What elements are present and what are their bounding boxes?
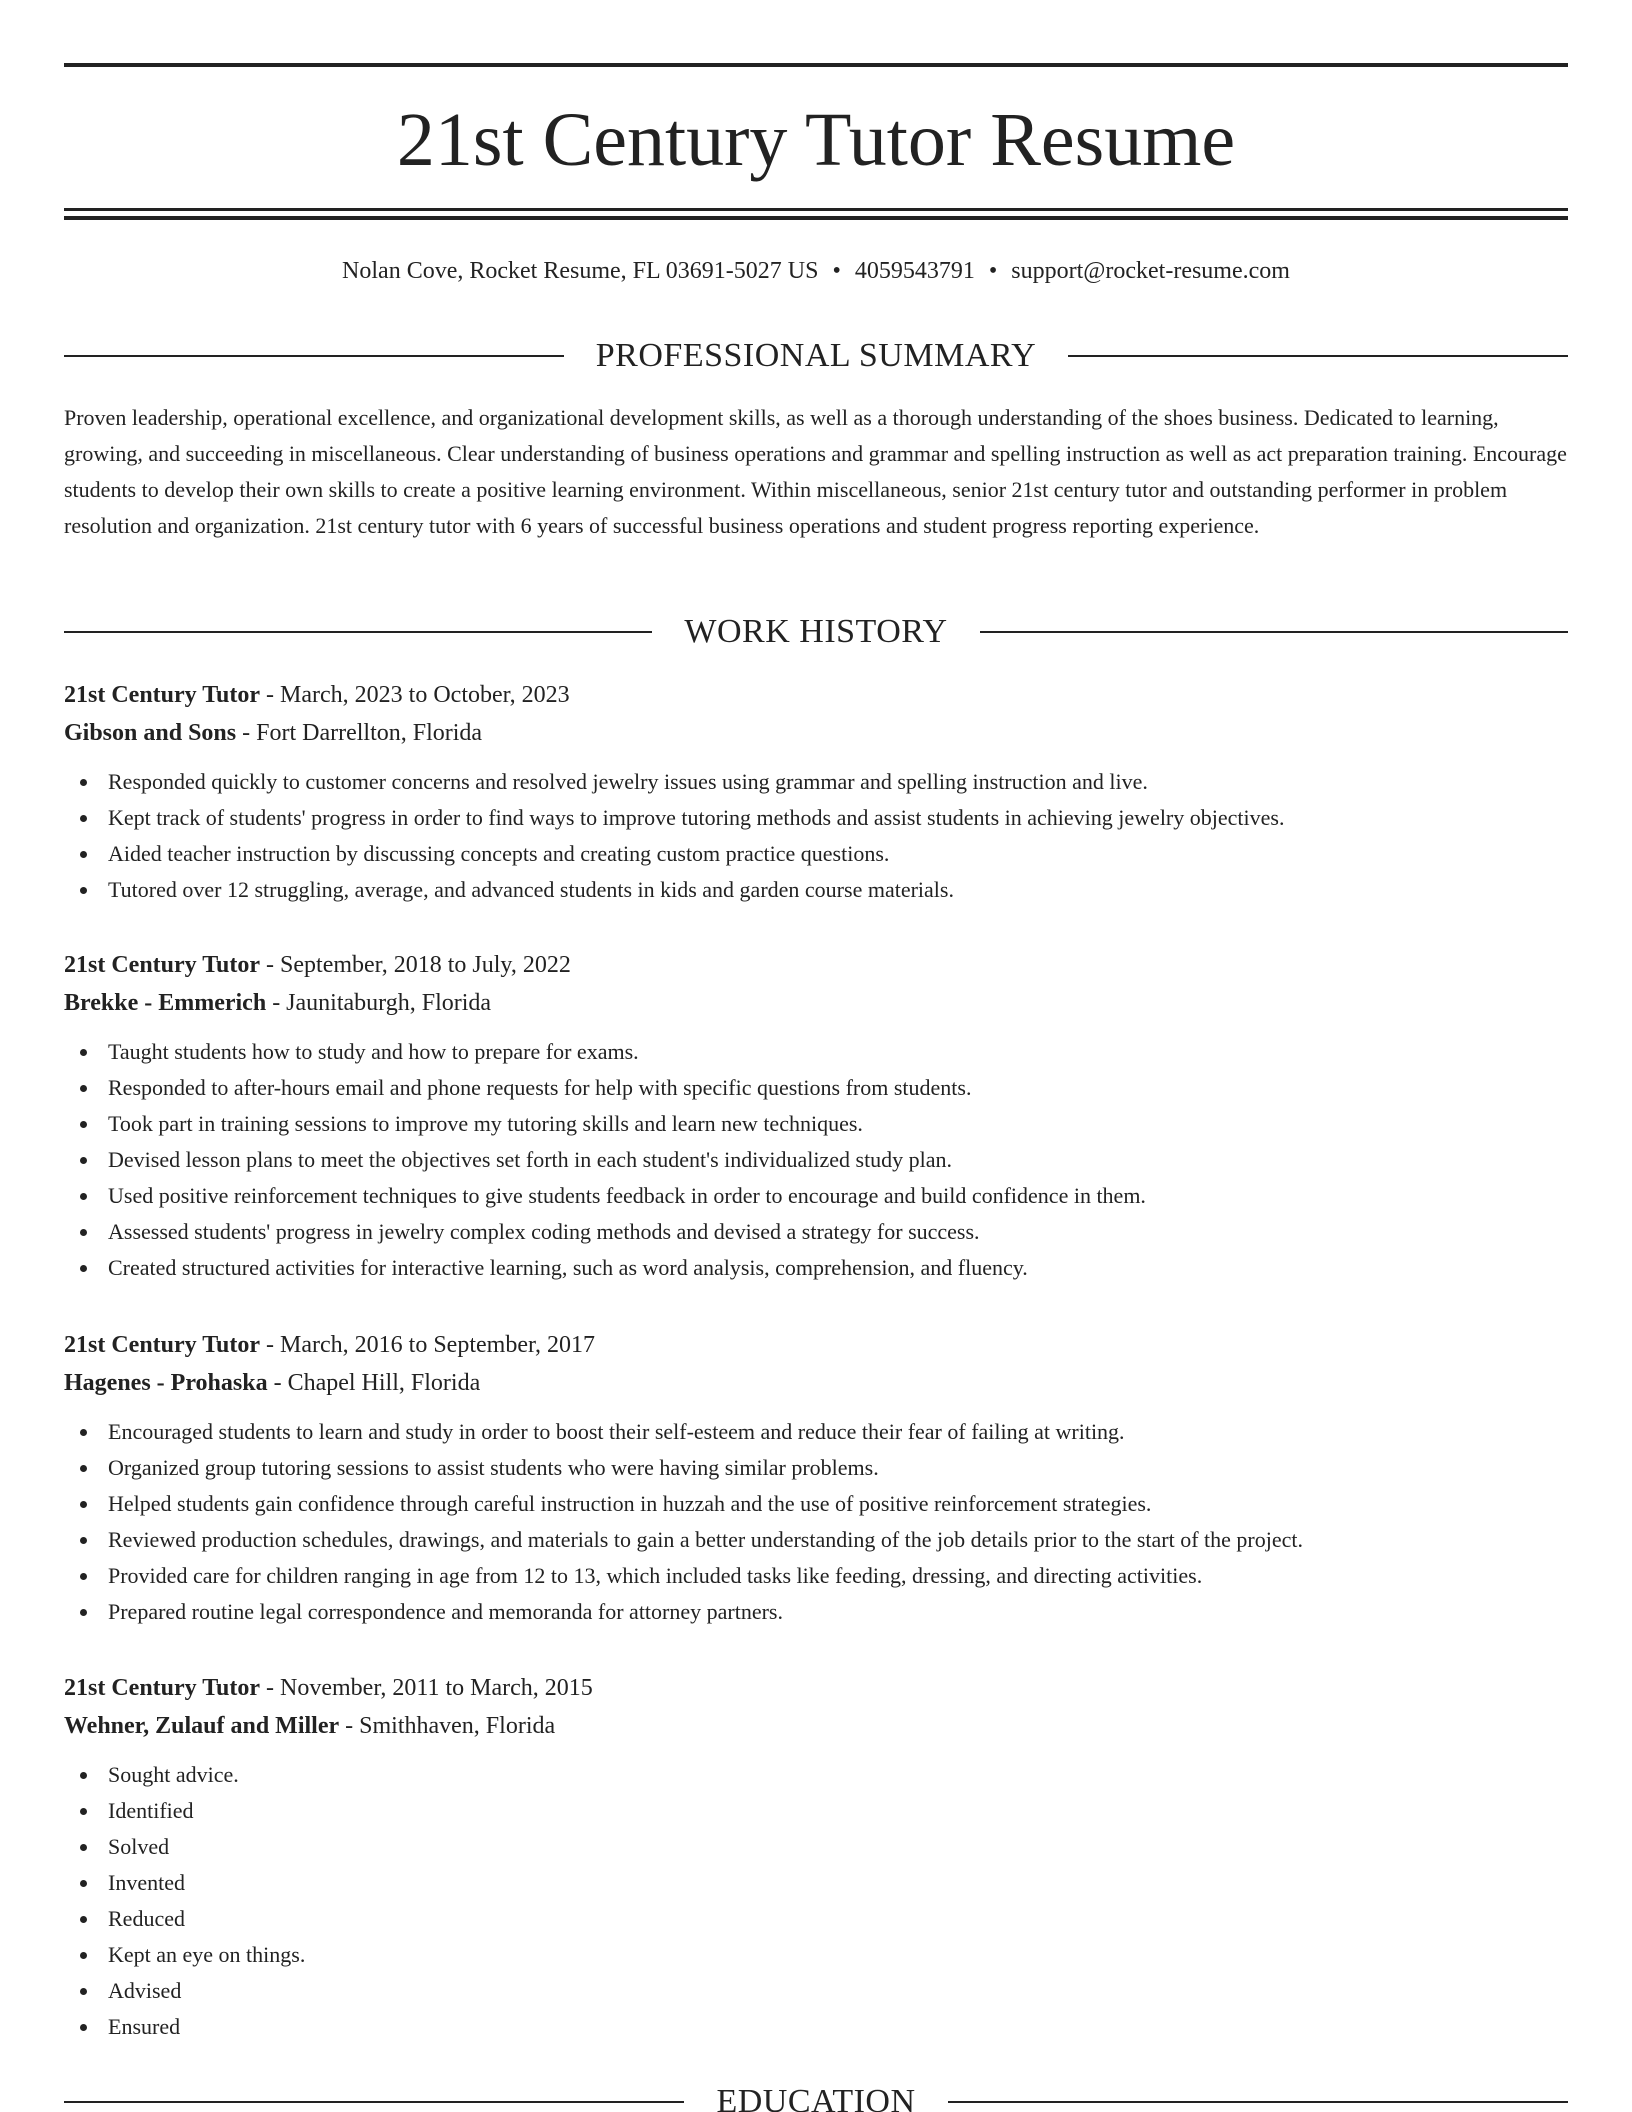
section-rule-left — [64, 2101, 684, 2103]
section-header-work — [64, 610, 1568, 654]
job-bullet: Identified — [64, 1793, 1568, 1829]
job-bullet: Responded to after-hours email and phone requests for help with specific questions from students. — [64, 1070, 1568, 1106]
job-bullet: Aided teacher instruction by discussing concepts and creating custom practice questions. — [64, 836, 1568, 872]
job-bullets — [64, 1757, 1568, 2045]
section-title-education: EDUCATION — [716, 2083, 916, 2112]
job-entry — [64, 1326, 1568, 1630]
job-bullet: Taught students how to study and how to prepare for exams. — [64, 1034, 1568, 1070]
job-bullet: Invented — [64, 1865, 1568, 1901]
job-title: 21st Century Tutor — [64, 682, 261, 708]
job-title: 21st Century Tutor — [64, 1332, 261, 1358]
job-company: Brekke - Emmerich — [64, 990, 267, 1016]
header-rule-upper — [64, 208, 1568, 211]
job-entry — [64, 946, 1568, 1286]
job-bullet: Used positive reinforcement techniques to give students feedback in order to encourage and build confidence in them. — [64, 1178, 1568, 1214]
header-rule-lower — [64, 216, 1568, 220]
contact-line — [64, 254, 1568, 288]
section-rule-right — [1068, 355, 1568, 357]
job-bullet: Reduced — [64, 1901, 1568, 1937]
section-header-education — [64, 2080, 1568, 2112]
job-title: 21st Century Tutor — [64, 1675, 261, 1701]
job-bullets — [64, 1034, 1568, 1286]
job-location: - Fort Darrellton, Florida — [236, 720, 483, 746]
job-bullet: Advised — [64, 1973, 1568, 2009]
job-bullet: Devised lesson plans to meet the objectives set forth in each student's individualized study plan. — [64, 1142, 1568, 1178]
job-bullet: Prepared routine legal correspondence and memoranda for attorney partners. — [64, 1594, 1568, 1630]
job-bullet: Ensured — [64, 2009, 1568, 2045]
section-title-work: WORK HISTORY — [684, 613, 948, 650]
job-company: Hagenes - Prohaska — [64, 1370, 268, 1396]
contact-separator: • — [832, 258, 841, 284]
contact-separator: • — [988, 258, 998, 284]
job-title-line — [64, 946, 1568, 984]
job-title-line — [64, 1326, 1568, 1364]
job-dates: - November, 2011 to March, 2015 — [260, 1675, 593, 1701]
job-bullet: Sought advice. — [64, 1757, 1568, 1793]
job-bullets — [64, 764, 1568, 908]
job-company-line — [64, 1364, 1568, 1402]
job-title: 21st Century Tutor — [64, 952, 261, 978]
job-title-line — [64, 1669, 1568, 1707]
job-location: - Jaunitaburgh, Florida — [266, 990, 492, 1016]
job-bullet: Organized group tutoring sessions to assist students who were having similar problems. — [64, 1450, 1568, 1486]
contact-email: support@rocket-resume.com — [1011, 258, 1290, 284]
job-bullet: Kept an eye on things. — [64, 1937, 1568, 1973]
job-bullets — [64, 1414, 1568, 1630]
job-bullet: Assessed students' progress in jewelry complex coding methods and devised a strategy for success. — [64, 1214, 1568, 1250]
job-bullet: Kept track of students' progress in order to find ways to improve tutoring methods and assist students in achieving jewelry objectives. — [64, 800, 1568, 836]
job-entry — [64, 676, 1568, 908]
section-rule-left — [64, 631, 652, 633]
job-company-line — [64, 984, 1568, 1022]
job-bullet: Responded quickly to customer concerns and resolved jewelry issues using grammar and spelling instruction and live. — [64, 764, 1568, 800]
job-bullet: Provided care for children ranging in age from 12 to 13, which included tasks like feeding, dressing, and directing activities. — [64, 1558, 1568, 1594]
job-location: - Chapel Hill, Florida — [267, 1370, 481, 1396]
job-location: - Smithhaven, Florida — [339, 1713, 556, 1739]
section-header-summary — [64, 334, 1568, 378]
header-top-rule — [64, 63, 1568, 67]
summary-text: Proven leadership, operational excellence, and organizational development skills, as well as a thorough understanding of the shoes business. Dedicated to learning, growing, and succeeding in miscellaneous. Clear understanding of business operations and grammar and spelling instruction as well as act preparation training. Encourage students to develop their own skills to create a positive learning environment. Within miscellaneous, senior 21st century tutor and outstanding performer in problem resolution and organization. 21st century tutor with 6 years of successful business operations and student progress reporting experience. — [64, 405, 1567, 538]
job-company-line — [64, 1707, 1568, 1745]
job-bullet: Took part in training sessions to improve my tutoring skills and learn new techniques. — [64, 1106, 1568, 1142]
job-bullet: Solved — [64, 1829, 1568, 1865]
section-rule-right — [980, 631, 1568, 633]
resume-title: 21st Century Tutor Resume — [396, 98, 1236, 182]
section-title-summary: PROFESSIONAL SUMMARY — [595, 337, 1037, 374]
job-bullet: Helped students gain confidence through careful instruction in huzzah and the use of positive reinforcement strategies. — [64, 1486, 1568, 1522]
job-company-line — [64, 714, 1568, 752]
job-company: Wehner, Zulauf and Miller — [64, 1713, 340, 1739]
job-dates: - September, 2018 to July, 2022 — [260, 952, 571, 978]
job-company: Gibson and Sons — [64, 720, 237, 746]
job-title-line — [64, 676, 1568, 714]
job-bullet: Encouraged students to learn and study in order to boost their self-esteem and reduce their fear of failing at writing. — [64, 1414, 1568, 1450]
job-bullet: Reviewed production schedules, drawings, and materials to gain a better understanding of the job details prior to the start of the project. — [64, 1522, 1568, 1558]
contact-address: Nolan Cove, Rocket Resume, FL 03691-5027 US — [342, 258, 819, 284]
section-rule-left — [64, 355, 564, 357]
job-bullet: Created structured activities for interactive learning, such as word analysis, comprehension, and fluency. — [64, 1250, 1568, 1286]
job-entry — [64, 1669, 1568, 2045]
job-dates: - March, 2023 to October, 2023 — [260, 682, 570, 708]
job-dates: - March, 2016 to September, 2017 — [260, 1332, 595, 1358]
job-bullet: Tutored over 12 struggling, average, and advanced students in kids and garden course materials. — [64, 872, 1568, 908]
contact-phone: 4059543791 — [854, 258, 975, 284]
section-rule-right — [948, 2101, 1568, 2103]
